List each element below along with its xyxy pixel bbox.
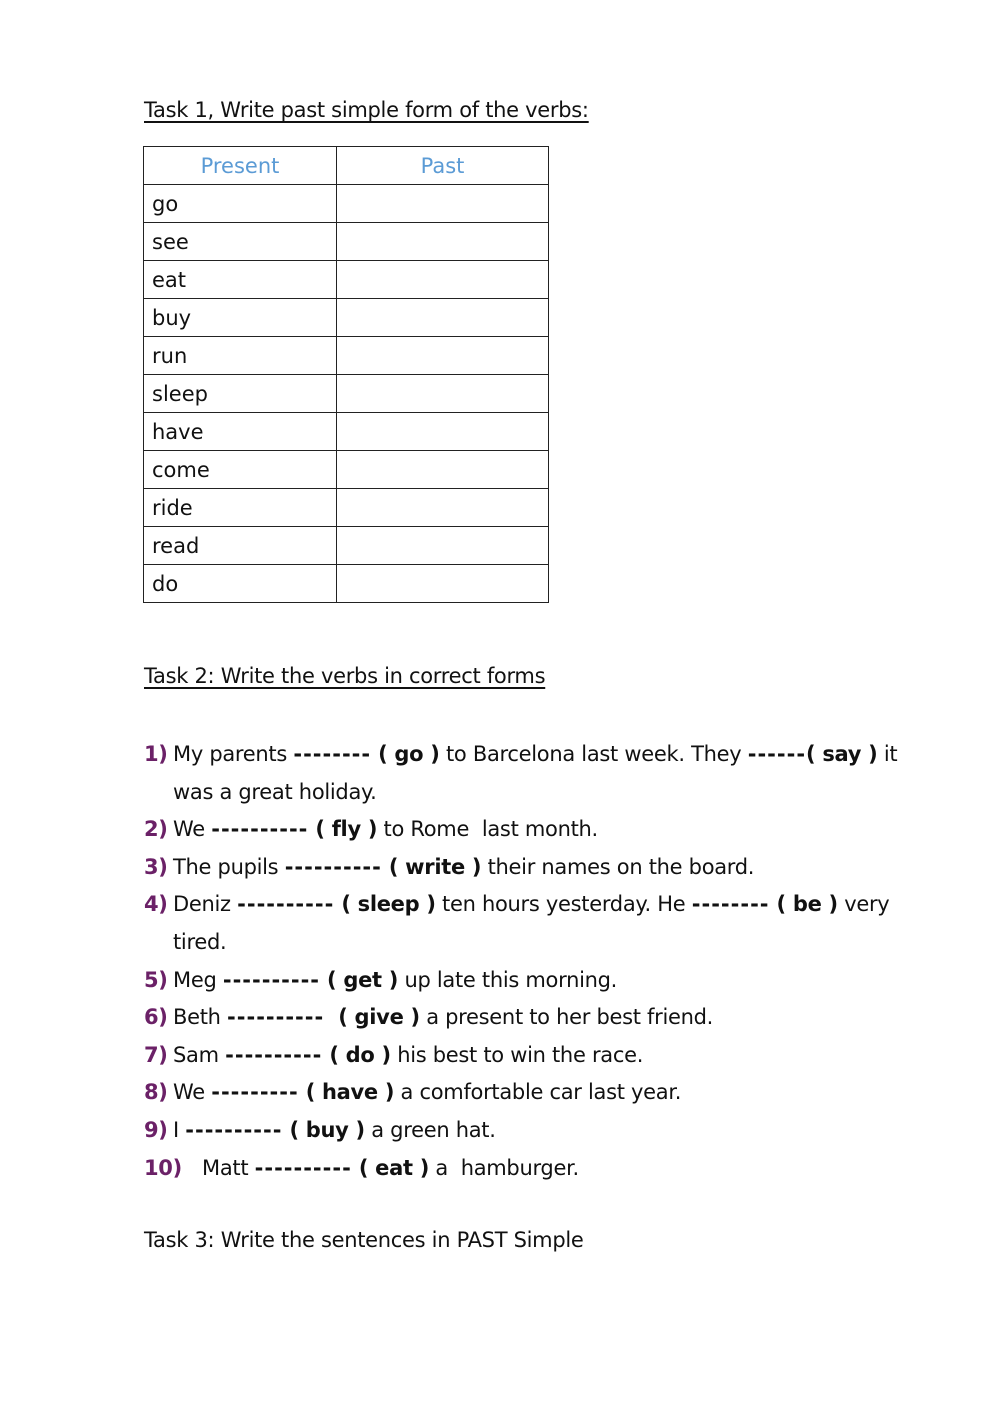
verb-hint: ( get ) xyxy=(320,967,399,992)
sentence-text: a present to her best friend. xyxy=(419,1005,714,1030)
verb-hint: ( fly ) xyxy=(308,817,378,842)
answer-blank[interactable]: ---------- xyxy=(225,1042,323,1067)
table-row xyxy=(144,261,549,299)
item-number: 9) xyxy=(144,1117,168,1142)
verb-hint: ( write ) xyxy=(381,854,482,879)
present-verb-cell: read xyxy=(144,527,337,565)
verb-hint: ( buy ) xyxy=(282,1117,365,1142)
item-number: 4) xyxy=(144,892,168,917)
past-answer-cell[interactable] xyxy=(337,337,549,375)
task3-heading: Task 3: Write the sentences in PAST Simple xyxy=(144,1228,584,1252)
answer-blank[interactable]: -------- xyxy=(691,892,770,917)
item-number: 3) xyxy=(144,854,168,879)
item-number: 1) xyxy=(144,742,168,766)
sentence-text: their names on the board. xyxy=(481,854,755,879)
table-row xyxy=(144,413,549,451)
verb-hint: ( say ) xyxy=(806,742,878,766)
list-item xyxy=(144,1112,924,1150)
sentence-text: a green hat. xyxy=(364,1117,496,1142)
table-row xyxy=(144,565,549,603)
list-item xyxy=(144,849,924,887)
item-number: 6) xyxy=(144,1005,168,1030)
answer-blank[interactable]: ---------- xyxy=(222,967,321,992)
answer-blank[interactable]: ------ xyxy=(747,742,807,766)
task1-heading: Task 1, Write past simple form of the verbs: xyxy=(144,98,589,122)
sentence-text: it was a great holiday. xyxy=(173,742,904,804)
verb-hint: ( have ) xyxy=(298,1080,395,1105)
answer-blank[interactable]: ---------- xyxy=(284,854,382,879)
item-number: 8) xyxy=(144,1080,168,1105)
table-row xyxy=(144,299,549,337)
list-item xyxy=(144,962,924,1000)
present-verb-cell: come xyxy=(144,451,337,489)
present-verb-cell: go xyxy=(144,185,337,223)
table-row xyxy=(144,337,549,375)
sentence-text: very tired. xyxy=(173,892,896,954)
sentence-text: My parents xyxy=(173,742,294,766)
answer-blank[interactable]: ---------- xyxy=(211,817,309,842)
sentence-text: to Barcelona last week. They xyxy=(439,742,748,766)
past-answer-cell[interactable] xyxy=(337,223,549,261)
sentence-text: his best to win the race. xyxy=(390,1042,644,1067)
sentence-text: Beth xyxy=(173,1005,228,1030)
list-item xyxy=(144,886,924,961)
item-number: 2) xyxy=(144,817,168,842)
table-row xyxy=(144,375,549,413)
sentence-text: We xyxy=(173,1080,212,1105)
answer-blank[interactable]: --------- xyxy=(211,1080,299,1105)
sentence-text: We xyxy=(173,817,212,842)
list-item xyxy=(144,1037,924,1075)
item-number: 10) xyxy=(144,1155,182,1180)
sentence-text: The pupils xyxy=(173,854,285,879)
answer-blank[interactable]: ---------- xyxy=(185,1117,283,1142)
task2-heading: Task 2: Write the verbs in correct forms xyxy=(144,664,546,688)
past-answer-cell[interactable] xyxy=(337,565,549,603)
past-answer-cell[interactable] xyxy=(337,527,549,565)
verb-hint: ( do ) xyxy=(322,1042,391,1067)
table-row xyxy=(144,223,549,261)
present-verb-cell: see xyxy=(144,223,337,261)
answer-blank[interactable]: ---------- xyxy=(227,1005,325,1030)
list-item xyxy=(144,1150,924,1188)
present-verb-cell: buy xyxy=(144,299,337,337)
verb-table xyxy=(143,146,549,603)
present-verb-cell: ride xyxy=(144,489,337,527)
list-item xyxy=(144,999,924,1037)
table-row xyxy=(144,489,549,527)
list-item xyxy=(144,1074,924,1112)
past-column-header: Past xyxy=(337,147,549,185)
item-number: 7) xyxy=(144,1042,168,1067)
present-verb-cell: sleep xyxy=(144,375,337,413)
sentence-text: ten hours yesterday. He xyxy=(435,892,692,917)
answer-blank[interactable]: ---------- xyxy=(254,1155,352,1180)
present-verb-cell: run xyxy=(144,337,337,375)
answer-blank[interactable]: ---------- xyxy=(237,892,335,917)
list-item xyxy=(144,811,924,849)
table-header-row xyxy=(144,147,549,185)
verb-hint: ( give ) xyxy=(324,1005,420,1030)
sentence-text: Sam xyxy=(173,1042,226,1067)
past-answer-cell[interactable] xyxy=(337,299,549,337)
past-answer-cell[interactable] xyxy=(337,413,549,451)
sentence-text: a comfortable car last year. xyxy=(394,1080,682,1105)
present-verb-cell: have xyxy=(144,413,337,451)
sentence-text: Matt xyxy=(202,1155,255,1180)
sentence-text: Meg xyxy=(173,967,223,992)
past-answer-cell[interactable] xyxy=(337,451,549,489)
past-answer-cell[interactable] xyxy=(337,185,549,223)
sentence-text: to Rome last month. xyxy=(377,817,598,842)
verb-hint: ( be ) xyxy=(769,892,838,917)
verb-hint: ( eat ) xyxy=(351,1155,429,1180)
sentence-text: I xyxy=(173,1117,186,1142)
past-answer-cell[interactable] xyxy=(337,489,549,527)
table-row xyxy=(144,527,549,565)
present-column-header: Present xyxy=(144,147,337,185)
table-row xyxy=(144,185,549,223)
sentence-text: Deniz xyxy=(173,892,238,917)
item-number: 5) xyxy=(144,967,168,992)
present-verb-cell: eat xyxy=(144,261,337,299)
sentence-text: a hamburger. xyxy=(429,1155,579,1180)
past-answer-cell[interactable] xyxy=(337,375,549,413)
table-row xyxy=(144,451,549,489)
list-item xyxy=(144,736,924,811)
task2-item-list xyxy=(144,736,924,1187)
present-verb-cell: do xyxy=(144,565,337,603)
verb-hint: ( sleep ) xyxy=(334,892,436,917)
sentence-text: up late this morning. xyxy=(398,967,618,992)
answer-blank[interactable]: -------- xyxy=(293,742,372,766)
verb-hint: ( go ) xyxy=(371,742,440,766)
past-answer-cell[interactable] xyxy=(337,261,549,299)
